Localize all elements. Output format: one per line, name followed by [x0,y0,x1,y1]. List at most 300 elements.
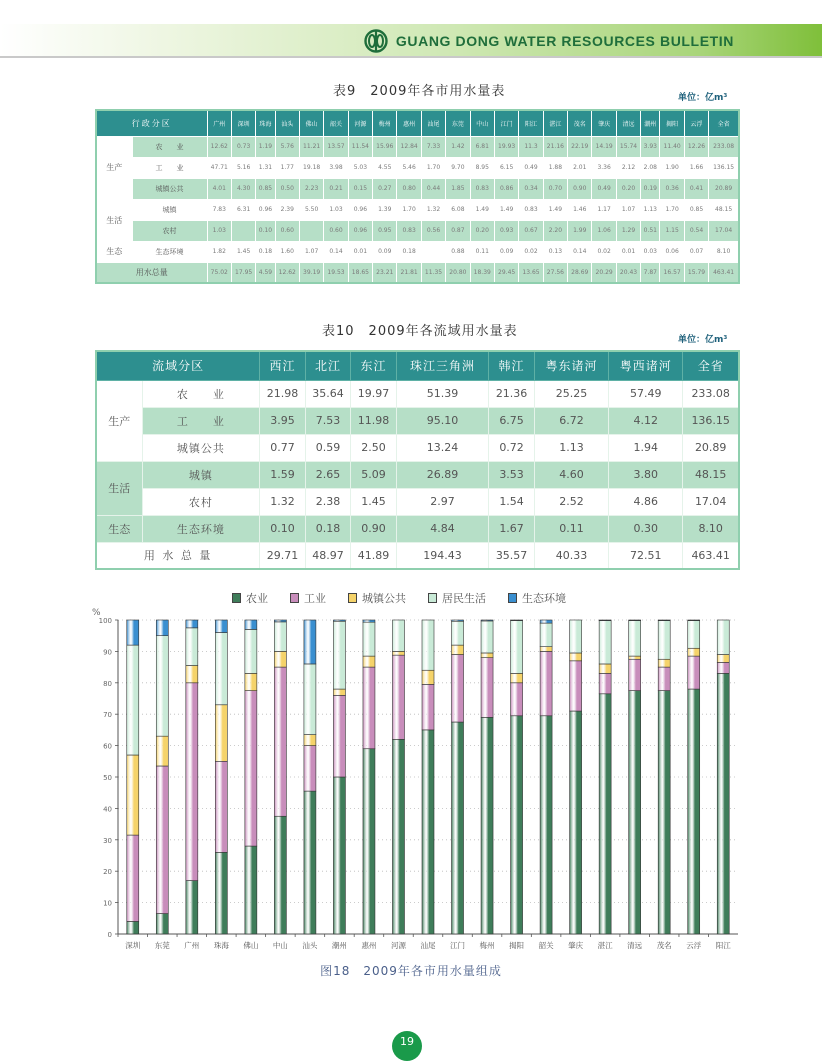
bar-segment [570,653,582,661]
bar-segment [540,623,552,647]
table-cell: 7.33 [421,136,445,157]
table-cell: 1.03 [207,220,231,241]
bar-segment [511,620,523,621]
table-cell: 1.13 [641,199,660,220]
legend-swatch-icon [290,593,299,603]
bar-segment [245,673,257,690]
table-cell: 1.67 [489,515,535,542]
table-cell: 0.87 [446,220,470,241]
table-cell: 48.15 [709,199,739,220]
legend-swatch-icon [348,593,357,603]
table-cell: 22.19 [568,136,592,157]
table-cell: 0.20 [616,178,640,199]
table-row [96,241,739,262]
bar-stack [511,620,523,934]
figure-caption: 图18 2009年各市用水量组成 [320,964,502,978]
table-cell: 6.81 [470,136,494,157]
bar-segment [392,620,404,651]
table-cell: 1.59 [260,461,306,488]
table-cell: 40.33 [534,542,608,569]
table-cell: 1.32 [421,199,445,220]
table-cell: 0.95 [373,220,397,241]
bar-segment [511,673,523,682]
row-label: 工 业 [132,157,207,178]
y-tick-label: 60 [103,742,112,751]
table-cell: 0.96 [256,199,275,220]
x-tick-label: 江门 [450,941,466,950]
table-cell: 0.77 [260,434,306,461]
column-header: 韩江 [489,351,535,380]
x-tick-label: 佛山 [243,941,259,950]
table-cell: 0.41 [684,178,708,199]
x-tick-label: 梅州 [479,941,495,950]
bar-stack [156,620,168,934]
legend-swatch-icon [232,593,241,603]
bar-segment [127,645,139,755]
bar-segment [127,835,139,921]
bar-stack [717,620,729,934]
table-cell: 194.43 [396,542,489,569]
table-cell: 1.17 [592,199,616,220]
column-header: 东莞 [446,110,470,136]
table-cell: 2.52 [534,488,608,515]
table-cell: 1.66 [684,157,708,178]
table-cell: 9.70 [446,157,470,178]
table-cell: 4.30 [231,178,255,199]
bar-segment [452,621,464,645]
table-cell: 11.21 [299,136,323,157]
bar-segment [363,749,375,934]
table-cell: 1.19 [256,136,275,157]
table-cell: 2.97 [396,488,489,515]
table-cell: 4.84 [396,515,489,542]
table-cell: 1.49 [470,199,494,220]
table-cell: 12.26 [684,136,708,157]
bar-stack [481,620,493,934]
group-living: 生活 [96,199,132,241]
x-tick-label: 汕尾 [420,941,436,950]
table-cell: 12.62 [207,136,231,157]
bar-segment [363,620,375,622]
bar-segment [452,620,464,621]
bar-segment [186,683,198,881]
group-ecology: 生态 [96,515,142,542]
table-cell: 17.04 [709,220,739,241]
table-cell: 0.54 [684,220,708,241]
table-row-total [96,542,739,569]
table-cell: 3.80 [609,461,683,488]
x-tick-label: 茂名 [656,941,672,950]
table-cell: 1.70 [660,199,684,220]
table-cell: 20.89 [709,178,739,199]
table-cell: 17.04 [683,488,739,515]
table-cell: 15.74 [616,136,640,157]
table-cell: 2.50 [351,434,397,461]
y-tick-label: 70 [103,711,112,720]
table-cell: 16.57 [660,262,684,283]
column-header: 佛山 [299,110,323,136]
bar-segment [333,777,345,934]
table-cell: 0.96 [348,199,372,220]
bar-segment [688,648,700,656]
table-cell: 28.69 [568,262,592,283]
table-cell: 14.19 [592,136,616,157]
table-cell: 26.89 [396,461,489,488]
table-cell: 19.93 [494,136,518,157]
table-cell: 4.55 [373,157,397,178]
y-tick-label: 10 [103,899,112,908]
x-tick-label: 河源 [390,941,406,950]
table-cell: 1.32 [260,488,306,515]
table-cell: 0.10 [260,515,306,542]
table-cell: 48.97 [305,542,351,569]
table-cell: 233.08 [709,136,739,157]
table-cell: 1.77 [275,157,299,178]
table-cell: 0.34 [519,178,543,199]
group-production: 生产 [96,136,132,199]
table-row [96,157,739,178]
bar-segment [156,766,168,914]
column-header: 北江 [305,351,351,380]
bar-segment [688,689,700,934]
column-header: 全省 [683,351,739,380]
bar-segment [658,659,670,667]
bar-segment [452,722,464,934]
table-cell: 0.21 [324,178,348,199]
y-tick-label: 50 [103,774,112,782]
column-header: 揭阳 [660,110,684,136]
bar-segment [156,636,168,736]
table-cell: 1.45 [231,241,255,262]
table-cell: 0.83 [397,220,421,241]
table-row [96,136,739,157]
column-header: 阳江 [519,110,543,136]
table-cell: 0.01 [348,241,372,262]
bar-stack [274,620,286,934]
bar-stack [215,620,227,934]
table-cell: 0.96 [348,220,372,241]
bar-segment [274,816,286,934]
row-label: 农村 [142,488,260,515]
table9-unit: 单位：亿m³ [678,93,728,103]
y-tick-label: 20 [103,868,112,877]
table-cell: 4.60 [534,461,608,488]
table-cell: 7.53 [305,407,351,434]
table10-title: 表10 2009年各流域用水量表 [322,324,518,339]
table-cell: 0.19 [641,178,660,199]
table-cell: 0.02 [592,241,616,262]
row-label: 农 业 [132,136,207,157]
table-cell: 2.23 [299,178,323,199]
table-cell: 0.49 [592,178,616,199]
group-living: 生活 [96,461,142,515]
table-cell: 0.36 [660,178,684,199]
bar-segment [215,852,227,934]
bar-segment [245,629,257,673]
bar-segment [245,620,257,629]
table-cell: 0.80 [397,178,421,199]
bar-segment [717,655,729,663]
bar-segment [422,684,434,730]
table-cell: 47.71 [207,157,231,178]
column-header: 江门 [494,110,518,136]
bar-segment [304,791,316,934]
bar-segment [304,735,316,746]
bar-segment [333,621,345,689]
table-cell: 13.65 [519,262,543,283]
bar-segment [422,670,434,684]
table-cell: 1.60 [275,241,299,262]
table-cell: 20.43 [616,262,640,283]
table-cell: 1.45 [351,488,397,515]
table9-header-label: 行政分区 [96,110,207,136]
table-cell: 17.95 [231,262,255,283]
table-cell: 6.72 [534,407,608,434]
table-row [96,178,739,199]
legend-label: 工业 [304,592,326,605]
page-number: 19 [392,1031,422,1061]
table-row [96,461,739,488]
column-header: 河源 [348,110,372,136]
water-bureau-logo-icon [364,29,388,53]
table-cell: 11.3 [519,136,543,157]
bar-segment [629,656,641,659]
table9-title: 表9 2009年各市用水量表 [333,84,506,99]
table10-unit: 单位：亿m³ [678,335,728,345]
table-cell: 5.09 [351,461,397,488]
y-tick-label: 80 [103,679,112,688]
x-tick-label: 揭阳 [509,941,525,950]
banner-title: GUANG DONG WATER RESOURCES BULLETIN [395,33,734,49]
table-cell: 19.97 [351,380,397,407]
bar-segment [717,673,729,934]
column-header: 潮州 [641,110,660,136]
table-cell: 3.53 [489,461,535,488]
bar-segment [156,914,168,934]
table-cell: 0.18 [397,241,421,262]
legend-swatch-icon [428,593,437,603]
bar-stack [363,620,375,934]
y-tick-label: 40 [103,805,112,814]
table-cell: 1.70 [421,157,445,178]
table-cell: 2.38 [305,488,351,515]
table-cell: 1.07 [616,199,640,220]
table-row [96,380,739,407]
table-cell: 6.31 [231,199,255,220]
row-label: 生态环境 [132,241,207,262]
bar-segment [215,761,227,852]
column-header: 湛江 [543,110,567,136]
table-cell: 12.84 [397,136,421,157]
y-tick-label: 30 [103,836,112,845]
bar-segment [127,755,139,835]
table-cell: 0.18 [256,241,275,262]
table-cell: 8.10 [683,515,739,542]
column-header: 中山 [470,110,494,136]
table-cell: 0.56 [421,220,445,241]
table-cell: 21.81 [397,262,421,283]
table-cell: 0.60 [324,220,348,241]
bar-segment [511,716,523,934]
table-cell: 0.01 [616,241,640,262]
bar-segment [599,620,611,621]
bar-segment [570,661,582,711]
row-label-total: 用水总量 [96,262,207,283]
column-header: 肇庆 [592,110,616,136]
bar-segment [481,717,493,934]
table-cell: 1.31 [256,157,275,178]
bar-stack [245,620,257,934]
table-cell: 8.95 [470,157,494,178]
y-tick-label: 0 [107,931,112,939]
bar-segment [570,620,582,653]
table-cell: 0.60 [275,220,299,241]
table-cell: 7.87 [641,262,660,283]
table-cell: 0.11 [534,515,608,542]
bar-segment [570,711,582,934]
table-cell: 0.10 [256,220,275,241]
table-cell: 233.08 [683,380,739,407]
legend-label: 居民生活 [442,592,486,605]
table-cell: 4.86 [609,488,683,515]
table-cell: 15.96 [373,136,397,157]
bar-stack [422,620,434,934]
bar-segment [658,621,670,660]
bar-segment [540,647,552,652]
table-cell: 35.57 [489,542,535,569]
table-row [96,199,739,220]
table-cell [421,241,445,262]
table-cell: 0.70 [543,178,567,199]
bar-segment [629,620,641,621]
table-row [96,434,739,461]
x-tick-label: 清远 [627,941,643,950]
table-cell: 75.02 [207,262,231,283]
bar-segment [688,656,700,689]
table-cell: 2.39 [275,199,299,220]
table-cell: 1.88 [543,157,567,178]
table-cell: 0.83 [470,178,494,199]
table-cell: 5.76 [275,136,299,157]
table-cell: 0.07 [684,241,708,262]
table-cell: 2.08 [641,157,660,178]
table-cell: 0.90 [351,515,397,542]
table-cell: 11.54 [348,136,372,157]
table-cell: 2.01 [568,157,592,178]
table-cell: 1.90 [660,157,684,178]
table10-header-label: 流域分区 [96,351,260,380]
row-label: 工 业 [142,407,260,434]
bar-stack [452,620,464,934]
bar-segment [363,667,375,749]
bar-segment [599,621,611,664]
x-tick-label: 云浮 [686,941,702,950]
table-cell: 57.49 [609,380,683,407]
bar-segment [658,691,670,934]
table-cell: 136.15 [709,157,739,178]
table9-city-water-use [95,109,740,284]
table-cell: 8.10 [709,241,739,262]
table-cell: 4.01 [207,178,231,199]
table-cell: 11.40 [660,136,684,157]
bar-segment [392,651,404,655]
bar-segment [274,620,286,622]
table-row [96,488,739,515]
x-tick-label: 惠州 [361,941,377,950]
row-label: 城镇 [142,461,260,488]
table-cell: 7.83 [207,199,231,220]
bar-segment [599,694,611,934]
table-cell: 1.49 [494,199,518,220]
table-cell: 21.36 [489,380,535,407]
table-cell: 11.98 [351,407,397,434]
y-tick-label: 100 [98,617,112,625]
column-header: 韶关 [324,110,348,136]
x-tick-label: 潮州 [331,941,347,950]
table-cell: 21.16 [543,136,567,157]
table-cell: 5.46 [397,157,421,178]
column-header: 珠海 [256,110,275,136]
table-cell [299,220,323,241]
table-cell: 2.65 [305,461,351,488]
legend-label: 城镇公共 [362,592,406,605]
table-cell: 19.18 [299,157,323,178]
table-cell: 25.25 [534,380,608,407]
group-ecology: 生态 [96,241,132,262]
bar-segment [274,667,286,816]
bar-segment [629,659,641,690]
bar-segment [156,620,168,636]
bar-segment [127,620,139,645]
table-cell: 1.82 [207,241,231,262]
table-cell: 15.79 [684,262,708,283]
bar-segment [156,736,168,766]
table-cell: 3.98 [324,157,348,178]
table-cell: 1.39 [373,199,397,220]
bar-segment [658,620,670,621]
table-cell: 1.54 [489,488,535,515]
bar-segment [215,705,227,762]
table-cell: 0.86 [494,178,518,199]
table-cell: 1.85 [446,178,470,199]
table-row [96,515,739,542]
bar-segment [511,621,523,674]
legend-swatch-icon [508,593,517,603]
table-cell: 19.53 [324,262,348,283]
table-cell: 0.72 [489,434,535,461]
bar-segment [274,622,286,652]
table-cell: 1.42 [446,136,470,157]
bar-segment [333,620,345,621]
table-cell: 1.49 [543,199,567,220]
bar-segment [717,620,729,655]
bar-segment [333,689,345,695]
bar-segment [186,881,198,934]
table-cell: 20.29 [592,262,616,283]
bar-segment [186,628,198,666]
bar-segment [717,662,729,673]
table-cell: 0.49 [519,157,543,178]
table-cell: 18.65 [348,262,372,283]
table-cell: 13.24 [396,434,489,461]
table-cell: 0.59 [305,434,351,461]
bar-segment [333,695,345,777]
table-cell: 1.07 [299,241,323,262]
table-cell [231,220,255,241]
bar-segment [452,645,464,654]
table-cell: 27.56 [543,262,567,283]
table-cell: 4.12 [609,407,683,434]
